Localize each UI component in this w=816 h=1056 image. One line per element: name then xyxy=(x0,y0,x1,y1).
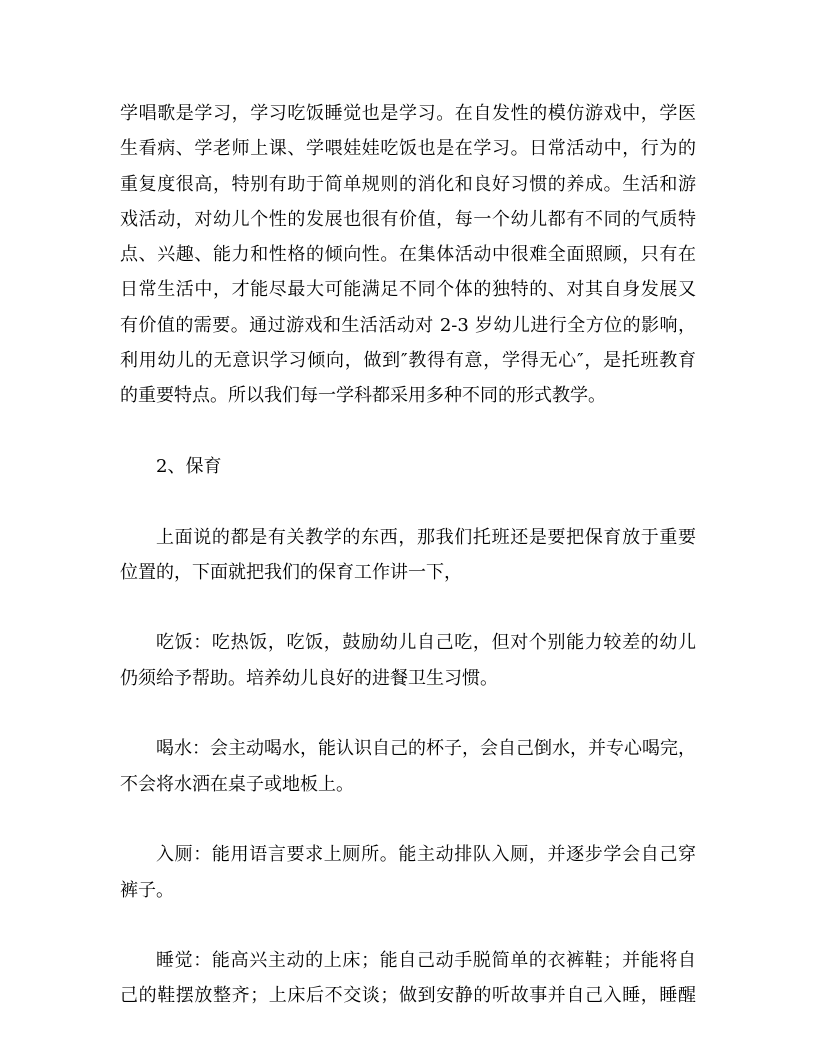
text-line: 不会将水洒在桌子或地板上。 xyxy=(120,773,354,795)
text-line: 有价值的需要。通过游戏和生活活动对 2-3 岁幼儿进行全方位的影响， xyxy=(120,314,696,336)
text-line: 点、兴趣、能力和性格的倾向性。在集体活动中很难全面照顾，只有在 xyxy=(120,244,696,266)
text-line: 吃饭：吃热饭，吃饭，鼓励幼儿自己吃，但对个别能力较差的幼儿 xyxy=(156,632,696,654)
text-line: 日常生活中，才能尽最大可能满足不同个体的独特的、对其自身发展又 xyxy=(120,279,696,301)
text-line: 学唱歌是学习，学习吃饭睡觉也是学习。在自发性的模仿游戏中，学医 xyxy=(120,103,696,124)
paragraph-toilet xyxy=(120,837,696,908)
paragraph-spacer xyxy=(120,484,696,519)
text-line: 入厕：能用语言要求上厕所。能主动排队入厕，并逐步学会自己穿 xyxy=(156,844,696,866)
paragraph-eating xyxy=(120,625,696,696)
text-line: 戏活动，对幼儿个性的发展也很有价值，每一个幼儿都有不同的气质特 xyxy=(120,208,696,230)
text-line: 己的鞋摆放整齐；上床后不交谈；做到安静的听故事并自己入睡，睡醒 xyxy=(120,985,696,1007)
text-line: 位置的，下面就把我们的保育工作讲一下， xyxy=(120,561,462,583)
text-line: 生看病、学老师上课、学喂娃娃吃饭也是在学习。日常活动中，行为的 xyxy=(120,138,696,160)
paragraph-spacer xyxy=(120,802,696,837)
text-line: 重复度很高，特别有助于简单规则的消化和良好习惯的养成。生活和游 xyxy=(120,173,696,195)
paragraph-learning xyxy=(120,96,696,414)
text-line: 喝水：会主动喝水，能认识自己的杯子，会自己倒水，并专心喝完， xyxy=(156,738,696,760)
text-line: 仍须给予帮助。培养幼儿良好的进餐卫生习惯。 xyxy=(120,667,498,689)
text-line: 睡觉：能高兴主动的上床；能自己动手脱简单的衣裤鞋；并能将自 xyxy=(156,950,696,972)
paragraph-childcare-intro xyxy=(120,520,696,591)
document-body xyxy=(120,96,696,1014)
paragraph-spacer xyxy=(120,908,696,943)
text-line: 的重要特点。所以我们每一学科都采用多种不同的形式教学。 xyxy=(120,385,606,407)
paragraph-spacer xyxy=(120,414,696,449)
text-line: 上面说的都是有关教学的东西，那我们托班还是要把保育放于重要 xyxy=(156,526,696,548)
paragraph-spacer xyxy=(120,590,696,625)
section-heading: 2、保育 xyxy=(156,455,222,477)
text-line: 利用幼儿的无意识学习倾向，做到″教得有意，学得无心″，是托班教育 xyxy=(120,350,696,372)
text-line: 裤子。 xyxy=(120,879,174,901)
paragraph-sleeping xyxy=(120,943,696,1014)
paragraph-spacer xyxy=(120,696,696,731)
paragraph-drinking xyxy=(120,731,696,802)
